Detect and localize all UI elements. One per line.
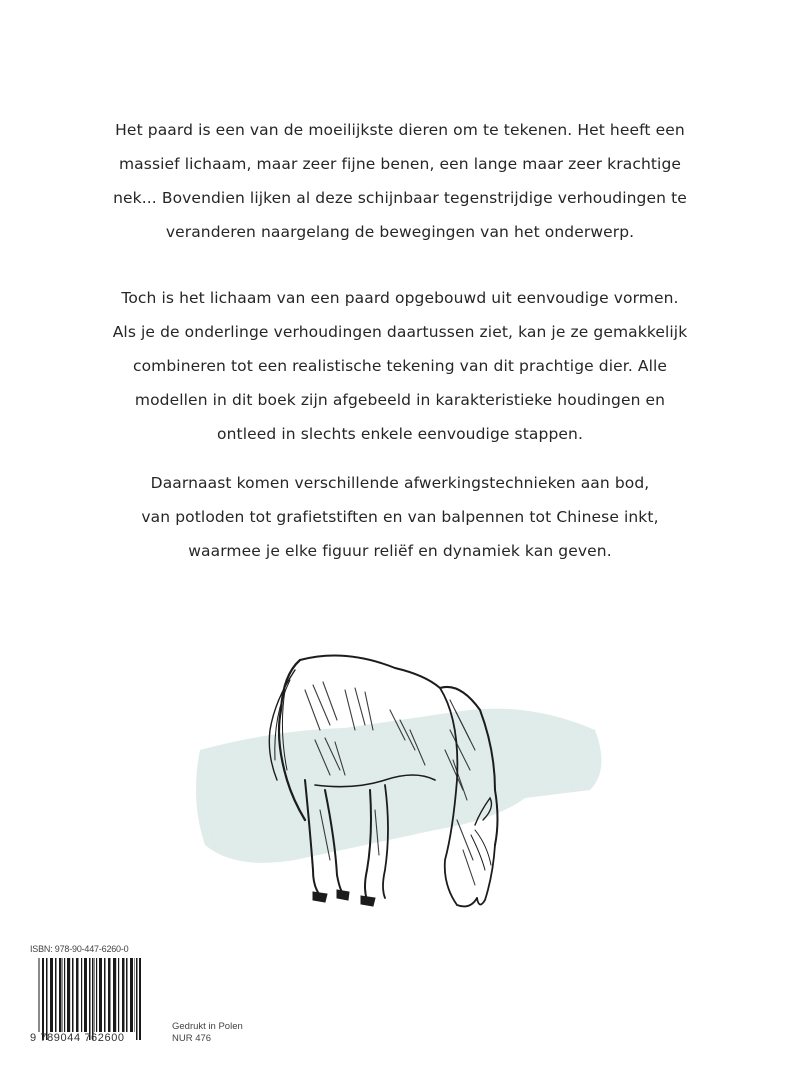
text-line: Als je de onderlinge verhoudingen daartussen ziet, kan je ze gemakkelijk <box>112 323 688 341</box>
nur-code: NUR 476 <box>172 1033 212 1044</box>
horse-illustration <box>195 630 615 920</box>
blurb-paragraph-1 <box>0 113 800 249</box>
blurb-paragraph-2 <box>0 281 800 451</box>
barcode-digits: 9 789044 762600 <box>30 1032 125 1044</box>
text-line: Toch is het lichaam van een paard opgebouwd uit eenvoudige vormen. <box>121 289 679 307</box>
printed-in-label: Gedrukt in Polen <box>172 1021 243 1032</box>
text-line: veranderen naargelang de bewegingen van het onderwerp. <box>165 223 635 241</box>
text-line: nek... Bovendien lijken al deze schijnbaar tegenstrijdige verhoudingen te <box>113 189 687 207</box>
horse-sketch-icon <box>195 630 615 920</box>
isbn-label: ISBN: 978-90-447-6260-0 <box>30 944 129 954</box>
text-line: Het paard is een van de moeilijkste dieren om te tekenen. Het heeft een <box>115 121 685 139</box>
text-line: van potloden tot grafietstiften en van balpennen tot Chinese inkt, <box>141 508 659 526</box>
blurb-paragraph-3 <box>0 466 800 568</box>
text-line: waarmee je elke figuur reliëf en dynamiek kan geven. <box>188 542 612 560</box>
text-line: modellen in dit boek zijn afgebeeld in karakteristieke houdingen en <box>134 391 666 409</box>
print-info <box>172 1021 243 1045</box>
text-line: ontleed in slechts enkele eenvoudige stappen. <box>217 425 583 443</box>
barcode-icon <box>36 958 144 1040</box>
text-line: combineren tot een realistische tekening van dit prachtige dier. Alle <box>132 357 668 375</box>
text-line: massief lichaam, maar zeer fijne benen, een lange maar zeer krachtige <box>118 155 682 173</box>
text-line: Daarnaast komen verschillende afwerkingstechnieken aan bod, <box>150 474 650 492</box>
